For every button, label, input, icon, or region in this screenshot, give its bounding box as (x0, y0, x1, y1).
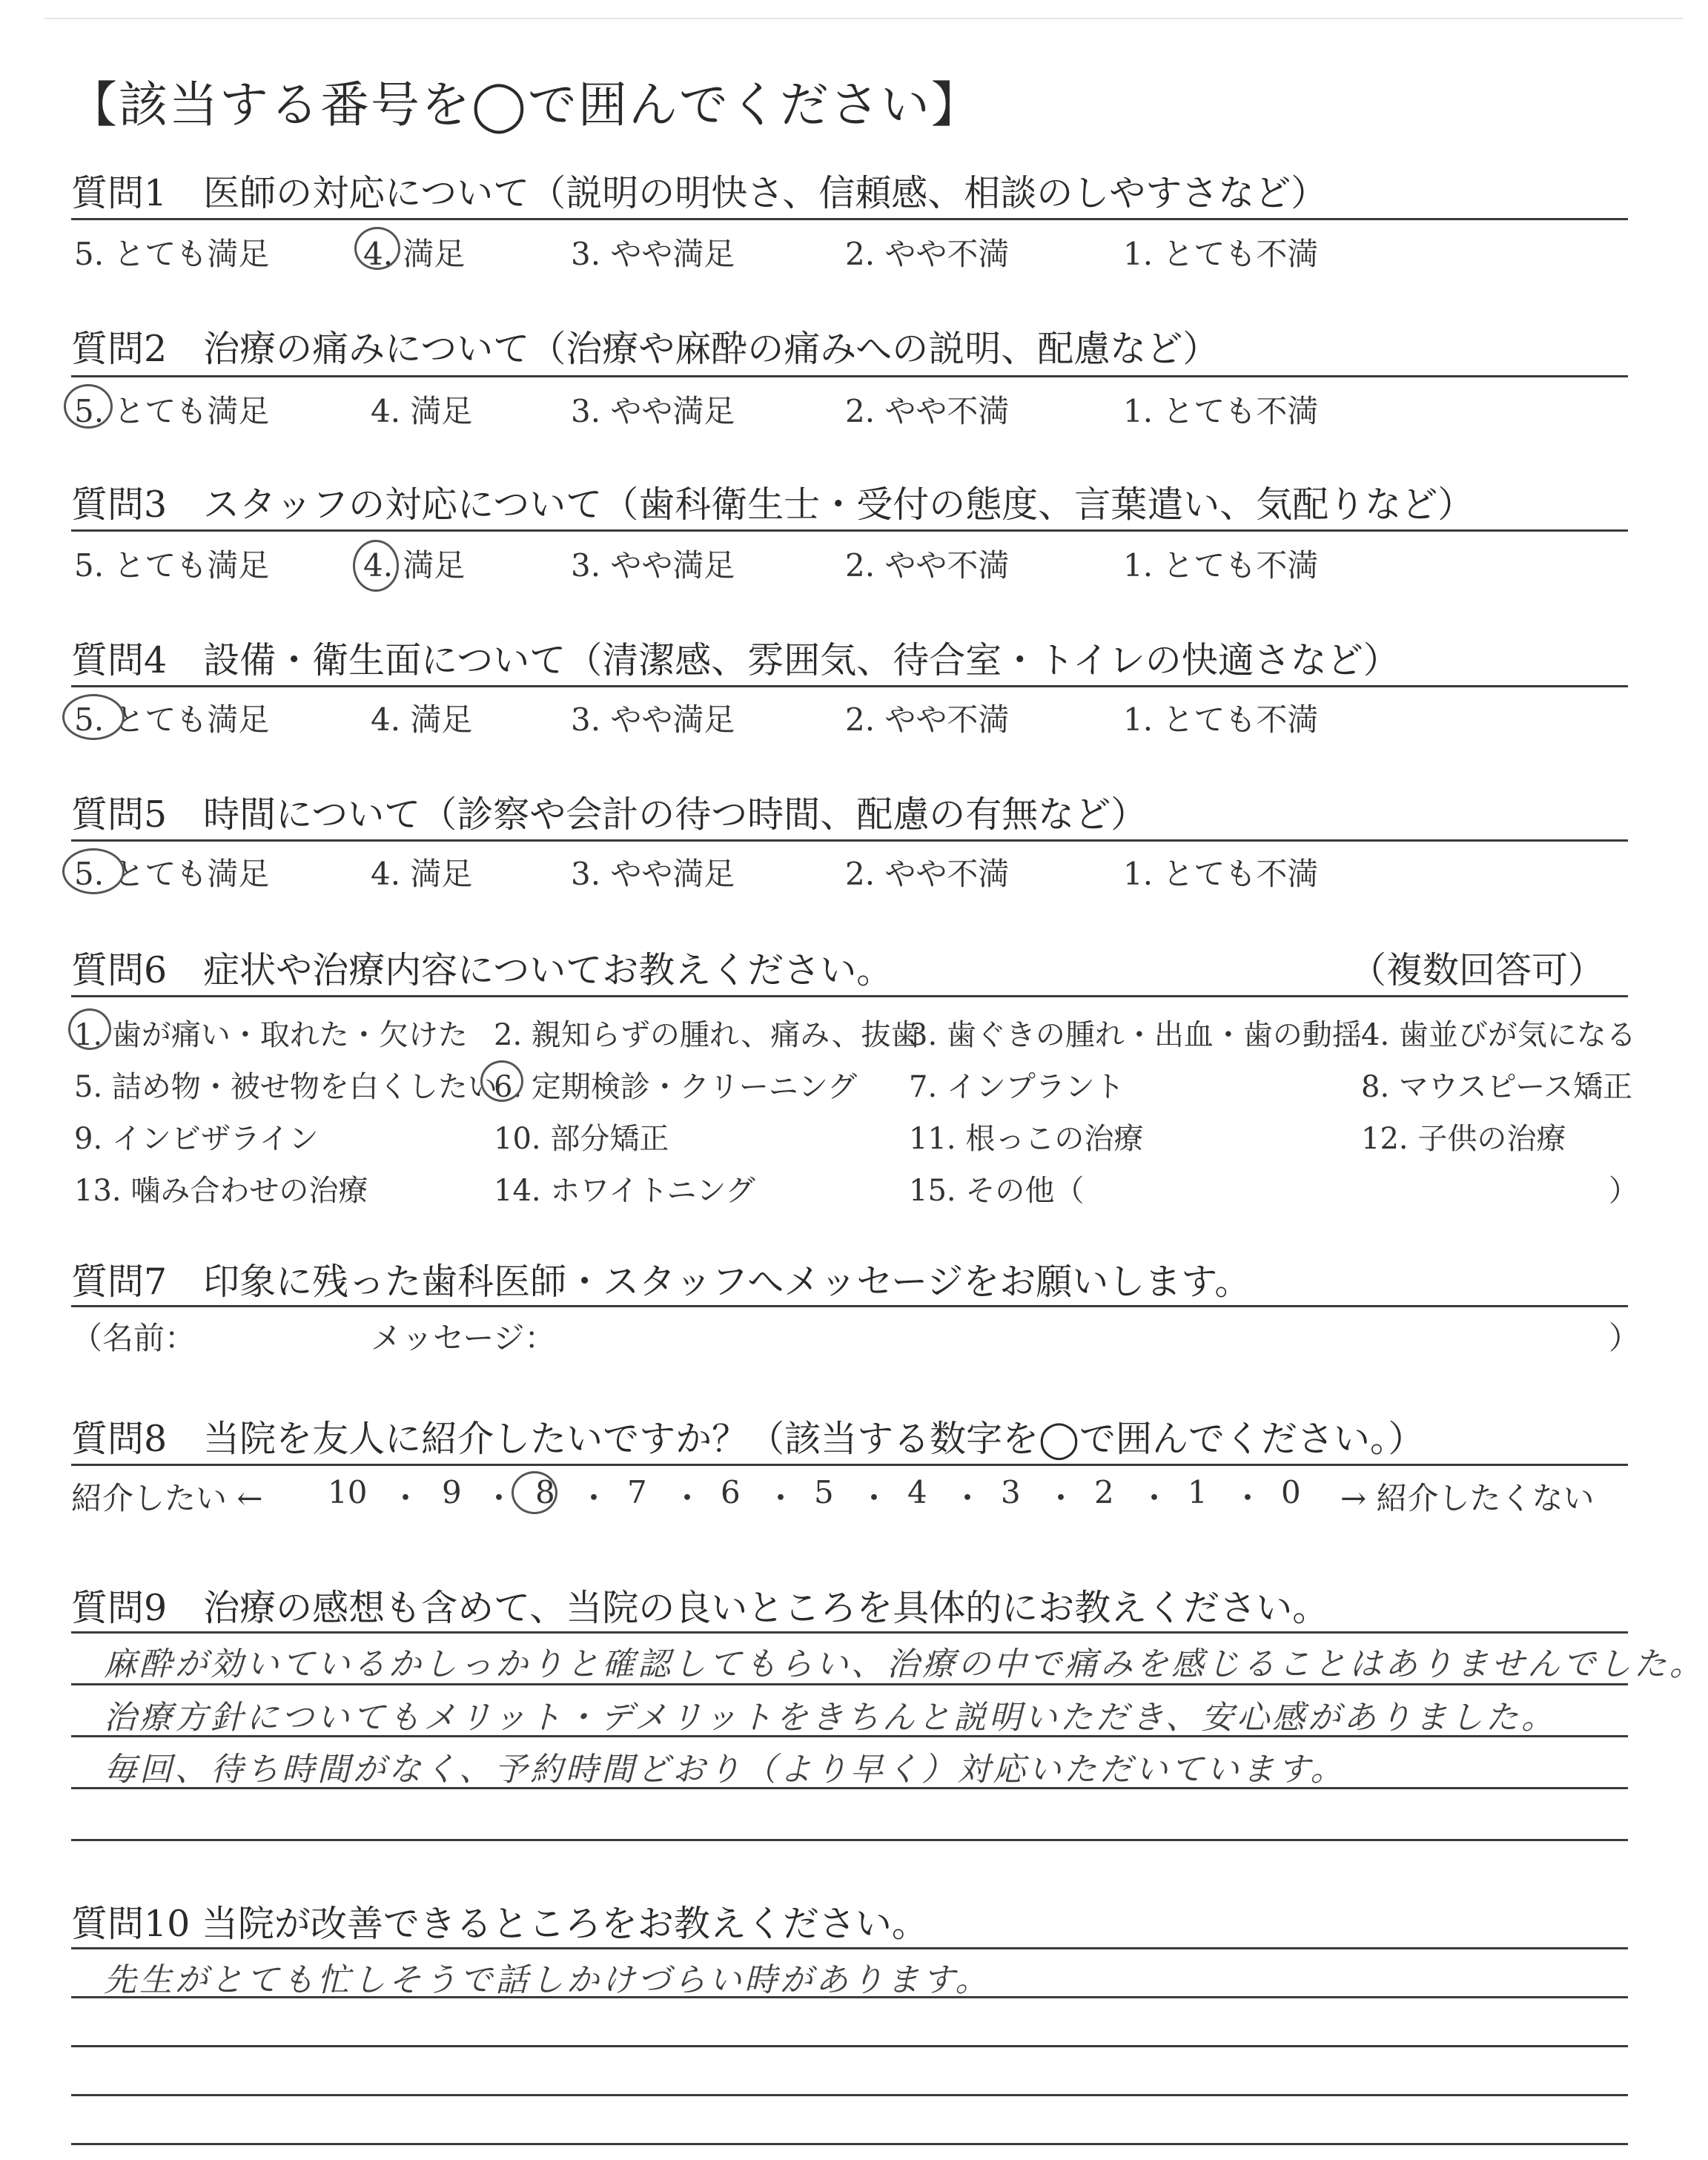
q4-option-5[interactable]: 5. とても満足 (74, 701, 270, 738)
q6-answer-circle-1 (68, 1008, 111, 1050)
q6-item-14[interactable]: 14. ホワイトニング (494, 1174, 755, 1208)
q8-dot: ・ (483, 1480, 515, 1516)
q3-option-2[interactable]: 2. やや不満 (845, 547, 1010, 584)
q6-item-11[interactable]: 11. 根っこの治療 (909, 1122, 1144, 1156)
q6-item-15-close: ） (1609, 1174, 1638, 1208)
question-8-rule (71, 1464, 1628, 1466)
q5-option-3[interactable]: 3. やや満足 (571, 856, 735, 892)
q5-option-2[interactable]: 2. やや不満 (845, 856, 1010, 892)
q2-option-1[interactable]: 1. とても不満 (1123, 393, 1319, 429)
q9-line-5-rule (71, 1839, 1628, 1841)
q6-item-10[interactable]: 10. 部分矯正 (494, 1122, 669, 1156)
q4-option-1[interactable]: 1. とても不満 (1123, 701, 1319, 738)
q8-right-label: → 紹介したくない (1340, 1480, 1595, 1516)
q3-option-5[interactable]: 5. とても満足 (74, 547, 270, 584)
q6-item-3[interactable]: 3. 歯ぐきの腫れ・出血・歯の動揺 (909, 1018, 1362, 1052)
question-5-rule (71, 839, 1628, 842)
q6-answer-circle-6 (480, 1060, 523, 1102)
q9-line-1-rule (71, 1631, 1628, 1634)
q3-option-1[interactable]: 1. とても不満 (1123, 547, 1319, 584)
q8-score-0[interactable]: 0 (1281, 1474, 1301, 1510)
q6-item-2[interactable]: 2. 親知らずの腫れ、痛み、抜歯 (494, 1018, 921, 1052)
q1-option-3[interactable]: 3. やや満足 (571, 236, 735, 272)
q6-item-6[interactable]: 6. 定期検診・クリーニング (494, 1070, 858, 1104)
q8-score-7[interactable]: 7 (627, 1474, 647, 1510)
q8-dot: ・ (672, 1480, 704, 1516)
q8-dot: ・ (1139, 1480, 1171, 1516)
q8-score-10[interactable]: 10 (328, 1474, 368, 1510)
q6-item-9[interactable]: 9. インビザライン (74, 1122, 319, 1156)
q5-answer-circle (62, 848, 125, 894)
question-2-title: 質問2 治療の痛みについて（治療や麻酔の痛みへの説明、配慮など） (71, 328, 1219, 370)
question-7-rule (71, 1305, 1628, 1307)
q2-option-3[interactable]: 3. やや満足 (571, 393, 735, 429)
q2-option-5[interactable]: 5. とても満足 (74, 393, 270, 429)
q8-left-label: 紹介したい ← (71, 1480, 263, 1516)
q10-line-1-rule (71, 1947, 1628, 1949)
q3-answer-circle (353, 540, 399, 592)
q1-option-4[interactable]: 4. 満足 (363, 236, 466, 272)
question-6-title: 質問6 症状や治療内容についてお教えください。 (71, 949, 893, 991)
q10-line-3-rule (71, 2045, 1628, 2047)
question-1-title: 質問1 医師の対応について（説明の明快さ、信頼感、相談のしやすさなど） (71, 172, 1328, 214)
question-3-title: 質問3 スタッフの対応について（歯科衛生士・受付の態度、言葉遣い、気配りなど） (71, 483, 1474, 526)
q6-item-13[interactable]: 13. 噛み合わせの治療 (74, 1174, 368, 1208)
q9-answer-line-3: 毎回、待ち時間がなく、予約時間どおり（より早く）対応いただいています。 (104, 1751, 1346, 1789)
q8-dot: ・ (390, 1480, 422, 1516)
q8-dot: ・ (1045, 1480, 1077, 1516)
question-2-rule (71, 375, 1628, 377)
q1-answer-circle (354, 227, 400, 270)
q1-option-5[interactable]: 5. とても満足 (74, 236, 270, 272)
q8-dot: ・ (578, 1480, 610, 1516)
q3-option-3[interactable]: 3. やや満足 (571, 547, 735, 584)
question-4-title: 質問4 設備・衛生面について（清潔感、雰囲気、待合室・トイレの快適さなど） (71, 639, 1400, 681)
q9-answer-line-1: 麻酔が効いているかしっかりと確認してもらい、治療の中で痛みを感じることはありませんでした。 (104, 1645, 1705, 1683)
q8-score-3[interactable]: 3 (1001, 1474, 1021, 1510)
q10-line-5-rule (71, 2143, 1628, 2145)
q8-score-2[interactable]: 2 (1094, 1474, 1114, 1510)
question-8-title: 質問8 当院を友人に紹介したいですか？（該当する数字を◯で囲んでください。） (71, 1418, 1425, 1460)
page-title: 【該当する番号を◯で囲んでください】 (68, 76, 982, 133)
q7-name-label: （名前： (71, 1320, 196, 1356)
q3-option-4[interactable]: 4. 満足 (363, 547, 466, 584)
q2-option-2[interactable]: 2. やや不満 (845, 393, 1010, 429)
q6-item-7[interactable]: 7. インプラント (909, 1070, 1125, 1104)
q4-option-2[interactable]: 2. やや不満 (845, 701, 1010, 738)
q2-option-4[interactable]: 4. 満足 (371, 393, 473, 429)
q10-answer-line-1: 先生がとても忙しそうで話しかけづらい時があります。 (104, 1961, 991, 1999)
question-1-rule (71, 218, 1628, 220)
q8-dot: ・ (952, 1480, 984, 1516)
top-rule (44, 18, 1683, 19)
question-6-rule (71, 995, 1628, 997)
q8-score-6[interactable]: 6 (721, 1474, 741, 1510)
q5-option-5[interactable]: 5. とても満足 (74, 856, 270, 892)
question-4-rule (71, 685, 1628, 687)
q7-message-label: メッセージ： (371, 1320, 556, 1356)
q8-score-5[interactable]: 5 (814, 1474, 834, 1510)
q6-item-8[interactable]: 8. マウスピース矯正 (1361, 1070, 1633, 1104)
q8-score-4[interactable]: 4 (907, 1474, 927, 1510)
q6-item-5[interactable]: 5. 詰め物・被せ物を白くしたい (74, 1070, 497, 1104)
q5-option-1[interactable]: 1. とても不満 (1123, 856, 1319, 892)
q10-line-4-rule (71, 2094, 1628, 2096)
q7-close-paren: ） (1609, 1320, 1641, 1356)
q4-answer-circle (62, 694, 125, 740)
q4-option-4[interactable]: 4. 満足 (371, 701, 473, 738)
q8-dot: ・ (858, 1480, 890, 1516)
q6-item-12[interactable]: 12. 子供の治療 (1361, 1122, 1566, 1156)
question-9-title: 質問9 治療の感想も含めて、当院の良いところを具体的にお教えください。 (71, 1587, 1329, 1629)
q6-item-1[interactable]: 1. 歯が痛い・取れた・欠けた (74, 1018, 468, 1052)
q8-answer-circle (512, 1471, 557, 1514)
question-7-title: 質問7 印象に残った歯科医師・スタッフへメッセージをお願いします。 (71, 1261, 1251, 1303)
q8-score-1[interactable]: 1 (1188, 1474, 1208, 1510)
q8-dot: ・ (765, 1480, 797, 1516)
q2-answer-circle (64, 384, 113, 429)
q8-score-8[interactable]: 8 (535, 1474, 555, 1510)
question-6-note: （複数回答可） (1349, 949, 1604, 991)
q9-answer-line-2: 治療方針についてもメリット・デメリットをきちんと説明いただき、安心感がありました。 (104, 1699, 1558, 1737)
q1-option-2[interactable]: 2. やや不満 (845, 236, 1010, 272)
q5-option-4[interactable]: 4. 満足 (371, 856, 473, 892)
question-10-title: 質問10 当院が改善できるところをお教えください。 (71, 1903, 928, 1945)
question-5-title: 質問5 時間について（診察や会計の待つ時間、配慮の有無など） (71, 793, 1148, 836)
q8-score-9[interactable]: 9 (442, 1474, 462, 1510)
q8-dot: ・ (1232, 1480, 1264, 1516)
question-3-rule (71, 529, 1628, 532)
q4-option-3[interactable]: 3. やや満足 (571, 701, 735, 738)
q6-item-4[interactable]: 4. 歯並びが気になる (1361, 1018, 1636, 1052)
q6-item-15[interactable]: 15. その他（ (909, 1174, 1085, 1208)
q1-option-1[interactable]: 1. とても不満 (1123, 236, 1319, 272)
